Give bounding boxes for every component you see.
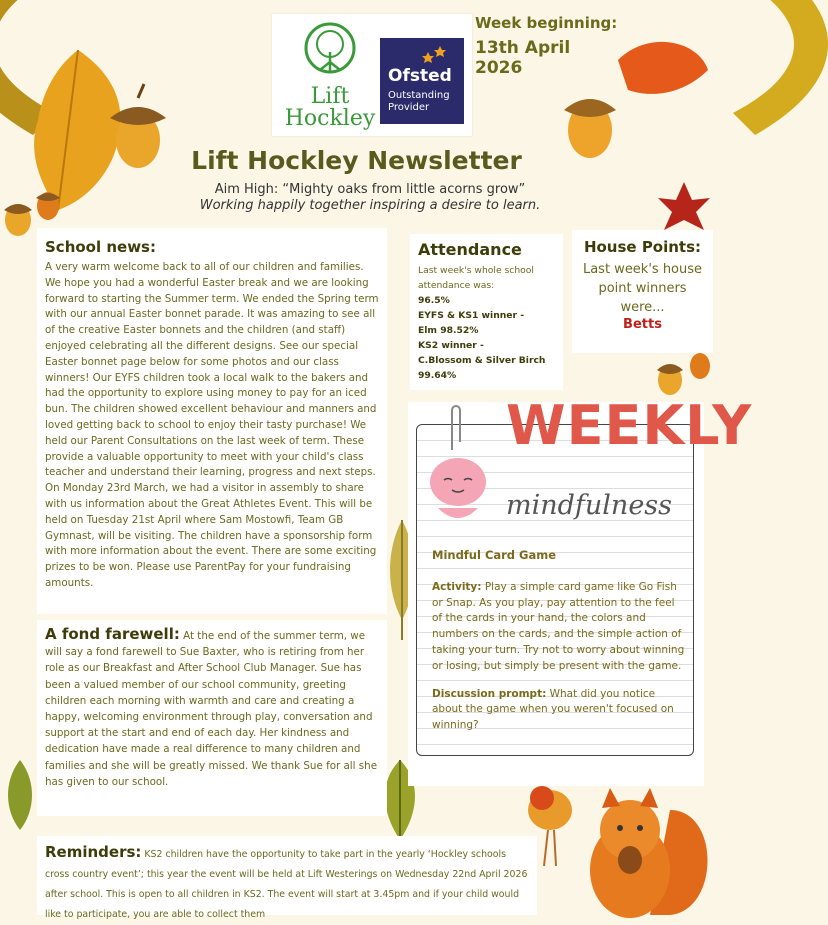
house-points-text: Last week's house point winners were... <box>582 262 703 315</box>
prompt-text: What did you notice about the game when you weren't focused on winning? <box>432 687 674 732</box>
lift-hockley-logo <box>282 22 378 132</box>
newsletter-title: Lift Hockley Newsletter <box>191 146 522 175</box>
squirrel-bird-illustration <box>520 770 713 915</box>
attendance-whole: 96.5% <box>418 295 450 306</box>
house-points-winner: Betts <box>623 317 662 332</box>
weekly-letters: WEEKLY <box>506 394 753 457</box>
game-title: Mindful Card Game <box>432 548 557 562</box>
farewell-section <box>37 620 387 816</box>
ofsted-brand: Ofsted <box>388 66 452 86</box>
mindfulness-text <box>432 548 688 734</box>
brain-character-icon <box>408 450 508 530</box>
logo-hockley-text: Hockley <box>284 106 376 131</box>
prompt-label: Discussion prompt: <box>432 687 547 700</box>
week-beginning <box>475 14 617 78</box>
attendance-intro: Last week's whole school attendance was: <box>418 265 534 291</box>
eyfs-ks1-label: EYFS & KS1 winner - <box>418 310 525 321</box>
weekly-mindfulness-section <box>408 394 753 786</box>
oak-tree-icon <box>300 22 360 82</box>
attendance-section <box>410 234 563 390</box>
ofsted-rating-line2: Provider <box>388 102 430 113</box>
reminders-section <box>37 836 537 920</box>
logo-lift-text: Lift <box>310 84 350 109</box>
house-points-section <box>572 230 713 353</box>
eyfs-ks1-winner: Elm 98.52% <box>418 325 479 336</box>
ofsted-badge <box>380 38 464 124</box>
ofsted-rating <box>388 90 450 114</box>
ofsted-rating-line1: Outstanding <box>388 90 450 101</box>
ks2-label: KS2 winner - <box>418 340 484 351</box>
activity-block <box>432 580 688 675</box>
reminders-heading: Reminders: <box>45 843 142 861</box>
farewell-heading: A fond farewell: <box>45 625 180 643</box>
farewell-paragraph <box>45 626 379 790</box>
ks2-winner: C.Blossom & Silver Birch 99.64% <box>418 355 546 381</box>
attendance-heading: Attendance <box>418 240 522 259</box>
activity-text: Play a simple card game like Go Fish or Snap. As you play, pay attention to the feel of the cards in your hand, the colors and numbers on the cards, and the simple action of taking your turn. Try not to worry about winning or losing, but simply be present with the game. <box>432 580 685 672</box>
aim-high-tagline: Aim High: “Mighty oaks from little acorns grow” <box>214 182 526 197</box>
reminders-paragraph <box>45 842 529 925</box>
house-points-heading: House Points: <box>583 238 702 256</box>
school-logos <box>272 14 472 136</box>
attendance-details <box>418 263 555 383</box>
olive-leaf-illustration <box>0 760 40 840</box>
school-news-body: A very warm welcome back to all of our children and families. We hope you had a wonderful Easter break and we are looking forward to starting the Summer term. We ended the Spring term with our annual Easter bonnet parade. It was amazing to see all of the creative Easter bonnets and the children (and staff) enjoyed celebrating all the different designs. See our special Easter bonnet page below for some photos and our class winners! Our EYFS children took a local walk to the bakers and had the opportunity to explore using money to pay for an iced bun. The children showed excellent behaviour and manners and loved getting back to school to enjoy their tasty purchase! We held our Parent Consultations on the last week of term. These provide a valuable opportunity to meet with your child's class teacher and understand their learning, progress and next steps. On Monday 23rd March, we had a visitor in assembly to share with us information about the Great Athletes Event. This will be held on Tuesday 21st April where Sam Mostowfi, Team GB Gymnast, will be visiting. The children have a sponsorship form with more information about the event. There are some exciting prizes to be won. Please use ParentPay for your fundraising amounts. <box>45 261 379 589</box>
prompt-block <box>432 687 688 734</box>
reminders-body: KS2 children have the opportunity to take part in the yearly ‘Hockley schools cross country event’; this year the event will be held at Lift Westerings on Wednesday 22nd April 2026 after school. This is open to all children in KS2. The event will start at 3.45pm and if your child would like to participate, you are able to collect them <box>45 849 528 920</box>
mindfulness-title: mindfulness <box>506 490 673 521</box>
school-motto: Working happily together inspiring a desire to learn. <box>199 198 541 213</box>
weekly-title <box>506 394 752 457</box>
week-date: 13th April 2026 <box>475 38 571 78</box>
stars-icon <box>424 44 456 62</box>
school-news-section <box>37 228 387 614</box>
activity-label: Activity: <box>432 580 482 593</box>
school-news-heading: School news: <box>45 238 156 256</box>
week-label: Week beginning: <box>475 14 618 32</box>
farewell-body: At the end of the summer term, we will say a fond farewell to Sue Baxter, who is retiring from her role as our Breakfast and After School Club Manager. Sue has been a valued member of our school community, greeting children each morning with warmth and care and creating a happy, welcoming environment through play, conversation and support at the start and end of each day. Her kindness and dedication have made a real difference to many children and families and she will be greatly missed. We thank Sue for all she has given to our school. <box>45 630 378 788</box>
paperclip-icon <box>446 402 466 452</box>
